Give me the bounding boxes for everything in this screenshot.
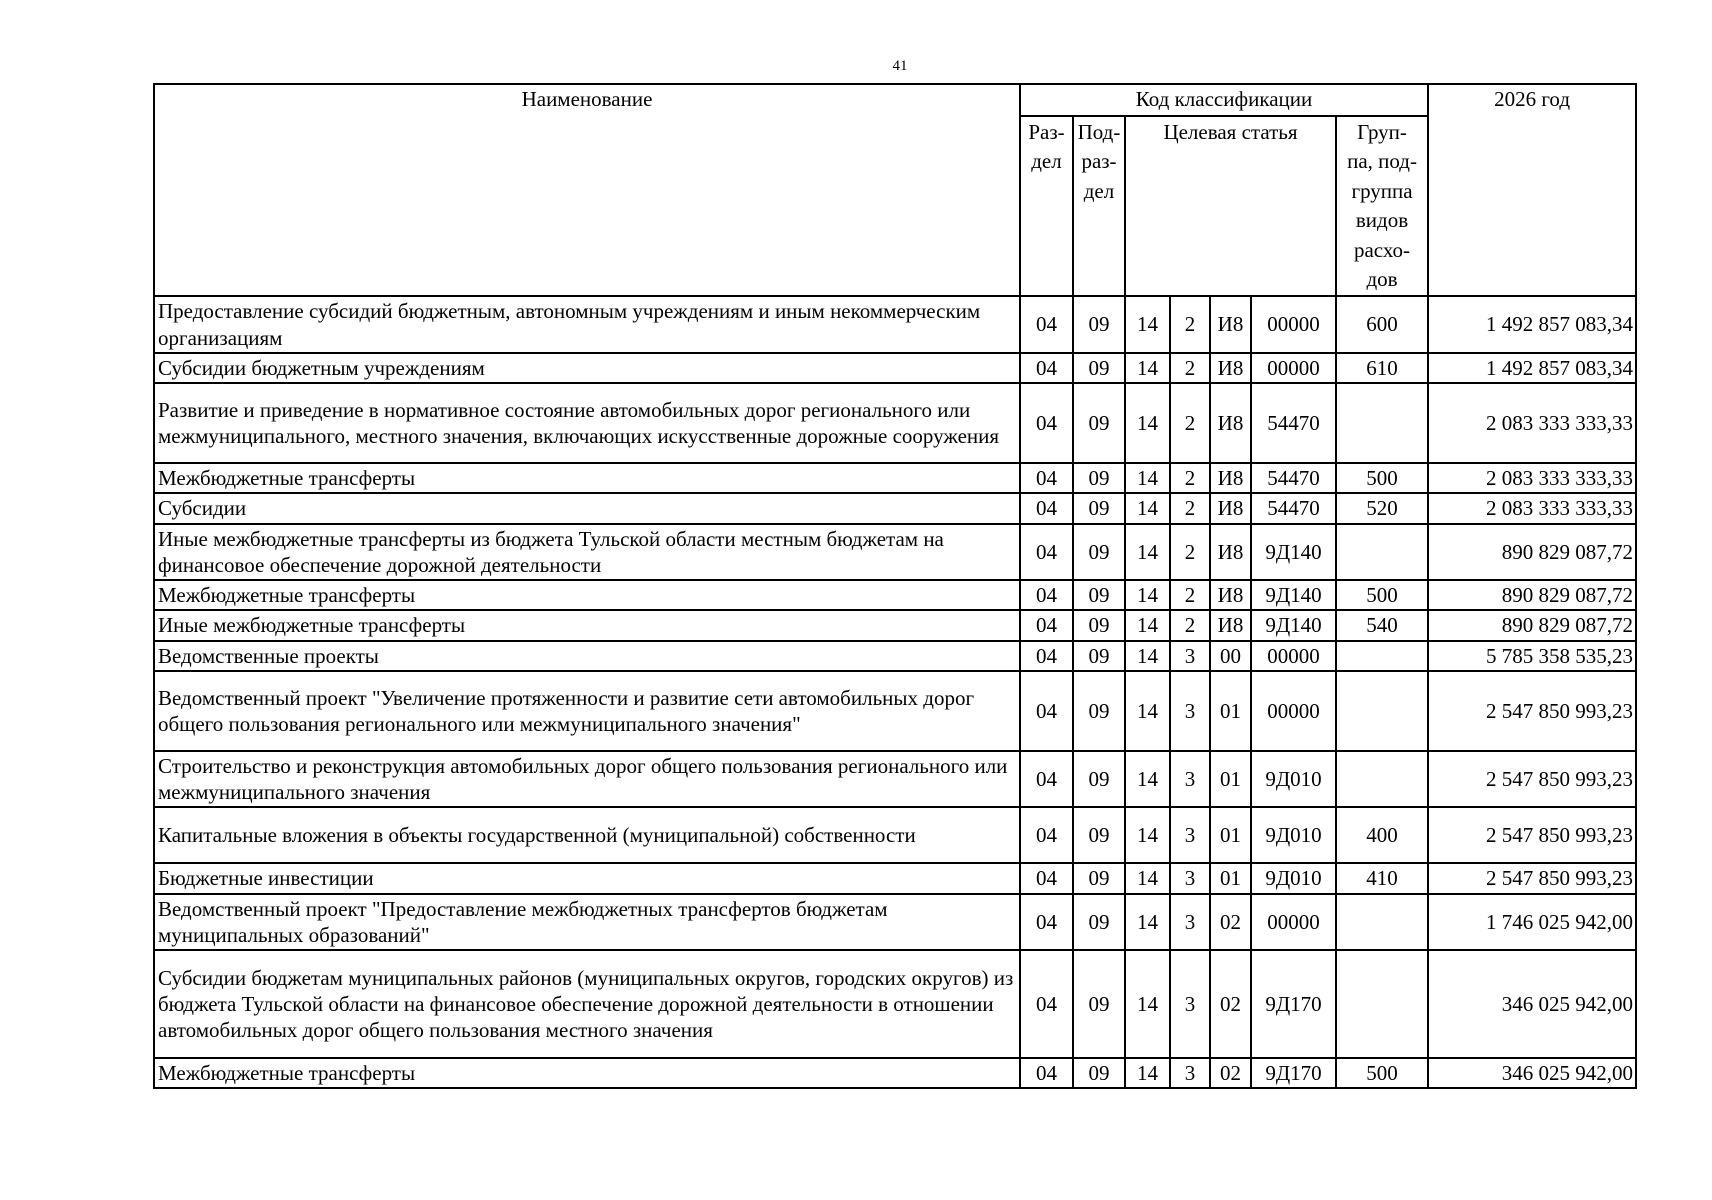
row-subsection: 09 — [1073, 863, 1125, 893]
header-expense-group: Груп- па, под- группа видов расхо- дов — [1336, 116, 1428, 296]
row-target-program: 14 — [1125, 463, 1170, 493]
table-row — [154, 1058, 1636, 1088]
row-name: Межбюджетные трансферты — [154, 580, 1020, 610]
row-subsection: 09 — [1073, 296, 1125, 353]
row-target-element: 01 — [1210, 863, 1251, 893]
row-section: 04 — [1020, 524, 1073, 581]
row-target-element: И8 — [1210, 353, 1251, 383]
row-target-type: 3 — [1170, 751, 1210, 808]
table-row — [154, 493, 1636, 523]
row-subsection: 09 — [1073, 353, 1125, 383]
row-name: Иные межбюджетные трансферты из бюджета Тульской области местным бюджетам на финансовое обеспечение дорожной деятельности — [154, 524, 1020, 581]
row-expense-group — [1336, 894, 1428, 951]
table-row — [154, 383, 1636, 463]
row-amount: 1 492 857 083,34 — [1428, 296, 1636, 353]
row-section: 04 — [1020, 383, 1073, 463]
row-subsection: 09 — [1073, 610, 1125, 640]
row-amount: 2 083 333 333,33 — [1428, 463, 1636, 493]
row-subsection: 09 — [1073, 807, 1125, 863]
row-expense-group: 410 — [1336, 863, 1428, 893]
row-target-element: 01 — [1210, 671, 1251, 751]
row-target-program: 14 — [1125, 524, 1170, 581]
table-row — [154, 671, 1636, 751]
row-target-program: 14 — [1125, 1058, 1170, 1088]
row-target-direction: 00000 — [1251, 671, 1336, 751]
row-target-type: 2 — [1170, 383, 1210, 463]
header-subsection: Под- раз- дел — [1073, 116, 1125, 296]
row-target-direction: 9Д170 — [1251, 1058, 1336, 1088]
row-target-element: И8 — [1210, 296, 1251, 353]
row-expense-group — [1336, 641, 1428, 671]
header-section: Раз- дел — [1020, 116, 1073, 296]
row-expense-group — [1336, 383, 1428, 463]
row-target-element: 00 — [1210, 641, 1251, 671]
row-target-direction: 9Д140 — [1251, 524, 1336, 581]
row-name: Капитальные вложения в объекты государственной (муниципальной) собственности — [154, 807, 1020, 863]
row-target-type: 3 — [1170, 1058, 1210, 1088]
row-amount: 890 829 087,72 — [1428, 610, 1636, 640]
row-section: 04 — [1020, 1058, 1073, 1088]
row-target-direction: 00000 — [1251, 894, 1336, 951]
row-target-program: 14 — [1125, 353, 1170, 383]
row-target-direction: 54470 — [1251, 383, 1336, 463]
row-target-element: И8 — [1210, 610, 1251, 640]
row-target-element: И8 — [1210, 580, 1251, 610]
row-name: Предоставление субсидий бюджетным, автономным учреждениям и иным некоммерческим организациям — [154, 296, 1020, 353]
row-target-element: 01 — [1210, 807, 1251, 863]
row-section: 04 — [1020, 641, 1073, 671]
row-subsection: 09 — [1073, 641, 1125, 671]
row-target-program: 14 — [1125, 863, 1170, 893]
header-row — [154, 84, 1636, 116]
table-row — [154, 807, 1636, 863]
row-target-type: 3 — [1170, 863, 1210, 893]
row-subsection: 09 — [1073, 751, 1125, 808]
row-name: Ведомственные проекты — [154, 641, 1020, 671]
row-target-element: И8 — [1210, 383, 1251, 463]
row-amount: 890 829 087,72 — [1428, 524, 1636, 581]
row-amount: 2 547 850 993,23 — [1428, 863, 1636, 893]
row-target-program: 14 — [1125, 580, 1170, 610]
row-subsection: 09 — [1073, 894, 1125, 951]
row-target-direction: 9Д140 — [1251, 580, 1336, 610]
row-target-type: 2 — [1170, 463, 1210, 493]
row-expense-group — [1336, 671, 1428, 751]
row-expense-group: 540 — [1336, 610, 1428, 640]
row-expense-group: 600 — [1336, 296, 1428, 353]
row-target-type: 2 — [1170, 493, 1210, 523]
table-row — [154, 894, 1636, 951]
row-section: 04 — [1020, 751, 1073, 808]
row-section: 04 — [1020, 863, 1073, 893]
row-target-type: 3 — [1170, 641, 1210, 671]
row-section: 04 — [1020, 894, 1073, 951]
row-target-type: 2 — [1170, 296, 1210, 353]
row-target-type: 2 — [1170, 524, 1210, 581]
row-target-element: 02 — [1210, 950, 1251, 1058]
row-name: Межбюджетные трансферты — [154, 1058, 1020, 1088]
table-row — [154, 610, 1636, 640]
row-amount: 2 547 850 993,23 — [1428, 671, 1636, 751]
row-target-direction: 00000 — [1251, 353, 1336, 383]
row-target-program: 14 — [1125, 296, 1170, 353]
row-amount: 2 083 333 333,33 — [1428, 493, 1636, 523]
row-amount: 346 025 942,00 — [1428, 1058, 1636, 1088]
row-expense-group — [1336, 950, 1428, 1058]
header-name: Наименование — [154, 84, 1020, 296]
row-subsection: 09 — [1073, 580, 1125, 610]
row-amount: 1 492 857 083,34 — [1428, 353, 1636, 383]
row-section: 04 — [1020, 463, 1073, 493]
row-target-direction: 9Д140 — [1251, 610, 1336, 640]
row-amount: 5 785 358 535,23 — [1428, 641, 1636, 671]
row-target-type: 3 — [1170, 950, 1210, 1058]
table-row — [154, 580, 1636, 610]
header-year: 2026 год — [1428, 84, 1636, 296]
row-target-element: И8 — [1210, 463, 1251, 493]
row-target-direction: 9Д010 — [1251, 807, 1336, 863]
row-target-program: 14 — [1125, 950, 1170, 1058]
row-subsection: 09 — [1073, 671, 1125, 751]
table-row — [154, 463, 1636, 493]
budget-table — [153, 83, 1637, 1089]
row-target-program: 14 — [1125, 894, 1170, 951]
row-target-program: 14 — [1125, 383, 1170, 463]
table-row — [154, 524, 1636, 581]
header-target-article: Целевая статья — [1125, 116, 1336, 296]
row-expense-group — [1336, 751, 1428, 808]
row-target-program: 14 — [1125, 671, 1170, 751]
row-name: Развитие и приведение в нормативное состояние автомобильных дорог регионального или межмуниципального, местного значения, включающих искусственные дорожные сооружения — [154, 383, 1020, 463]
row-amount: 2 547 850 993,23 — [1428, 751, 1636, 808]
row-target-type: 2 — [1170, 610, 1210, 640]
row-target-type: 2 — [1170, 353, 1210, 383]
row-section: 04 — [1020, 807, 1073, 863]
row-name: Субсидии бюджетам муниципальных районов (муниципальных округов, городских округов) из бюджета Тульской области на финансовое обеспечение дорожной деятельности в отношении автомобильных дорог общего пользования местного значения — [154, 950, 1020, 1058]
table-row — [154, 296, 1636, 353]
row-target-element: И8 — [1210, 493, 1251, 523]
row-section: 04 — [1020, 353, 1073, 383]
row-target-program: 14 — [1125, 641, 1170, 671]
row-target-type: 3 — [1170, 671, 1210, 751]
row-amount: 346 025 942,00 — [1428, 950, 1636, 1058]
row-name: Строительство и реконструкция автомобильных дорог общего пользования регионального или межмуниципального значения — [154, 751, 1020, 808]
row-subsection: 09 — [1073, 524, 1125, 581]
row-target-direction: 00000 — [1251, 641, 1336, 671]
row-amount: 1 746 025 942,00 — [1428, 894, 1636, 951]
row-target-program: 14 — [1125, 610, 1170, 640]
row-target-program: 14 — [1125, 493, 1170, 523]
row-target-direction: 9Д010 — [1251, 751, 1336, 808]
row-section: 04 — [1020, 950, 1073, 1058]
row-expense-group: 500 — [1336, 580, 1428, 610]
row-expense-group: 520 — [1336, 493, 1428, 523]
table-row — [154, 751, 1636, 808]
row-section: 04 — [1020, 296, 1073, 353]
row-target-type: 3 — [1170, 807, 1210, 863]
row-subsection: 09 — [1073, 950, 1125, 1058]
row-target-element: 02 — [1210, 1058, 1251, 1088]
row-expense-group: 500 — [1336, 463, 1428, 493]
row-target-element: 02 — [1210, 894, 1251, 951]
row-name: Межбюджетные трансферты — [154, 463, 1020, 493]
row-target-element: И8 — [1210, 524, 1251, 581]
row-name: Иные межбюджетные трансферты — [154, 610, 1020, 640]
row-target-type: 2 — [1170, 580, 1210, 610]
row-expense-group: 500 — [1336, 1058, 1428, 1088]
row-target-direction: 54470 — [1251, 493, 1336, 523]
table-body — [154, 296, 1636, 1088]
row-section: 04 — [1020, 610, 1073, 640]
row-expense-group: 610 — [1336, 353, 1428, 383]
table-row — [154, 641, 1636, 671]
row-section: 04 — [1020, 671, 1073, 751]
table-row — [154, 863, 1636, 893]
row-target-direction: 9Д170 — [1251, 950, 1336, 1058]
row-section: 04 — [1020, 493, 1073, 523]
row-target-program: 14 — [1125, 751, 1170, 808]
header-classification: Код классификации — [1020, 84, 1428, 116]
row-amount: 2 547 850 993,23 — [1428, 807, 1636, 863]
row-expense-group — [1336, 524, 1428, 581]
row-target-type: 3 — [1170, 894, 1210, 951]
row-subsection: 09 — [1073, 383, 1125, 463]
row-subsection: 09 — [1073, 1058, 1125, 1088]
row-name: Ведомственный проект "Предоставление межбюджетных трансфертов бюджетам муниципальных образований" — [154, 894, 1020, 951]
row-target-program: 14 — [1125, 807, 1170, 863]
row-target-direction: 54470 — [1251, 463, 1336, 493]
row-target-element: 01 — [1210, 751, 1251, 808]
row-subsection: 09 — [1073, 493, 1125, 523]
row-subsection: 09 — [1073, 463, 1125, 493]
row-name: Ведомственный проект "Увеличение протяженности и развитие сети автомобильных дорог общего пользования регионального или межмуниципального значения" — [154, 671, 1020, 751]
table-row — [154, 950, 1636, 1058]
page-number: 41 — [892, 58, 908, 74]
table-row — [154, 353, 1636, 383]
row-name: Субсидии бюджетным учреждениям — [154, 353, 1020, 383]
row-section: 04 — [1020, 580, 1073, 610]
row-target-direction: 00000 — [1251, 296, 1336, 353]
row-name: Субсидии — [154, 493, 1020, 523]
row-amount: 890 829 087,72 — [1428, 580, 1636, 610]
row-expense-group: 400 — [1336, 807, 1428, 863]
row-name: Бюджетные инвестиции — [154, 863, 1020, 893]
row-target-direction: 9Д010 — [1251, 863, 1336, 893]
row-amount: 2 083 333 333,33 — [1428, 383, 1636, 463]
